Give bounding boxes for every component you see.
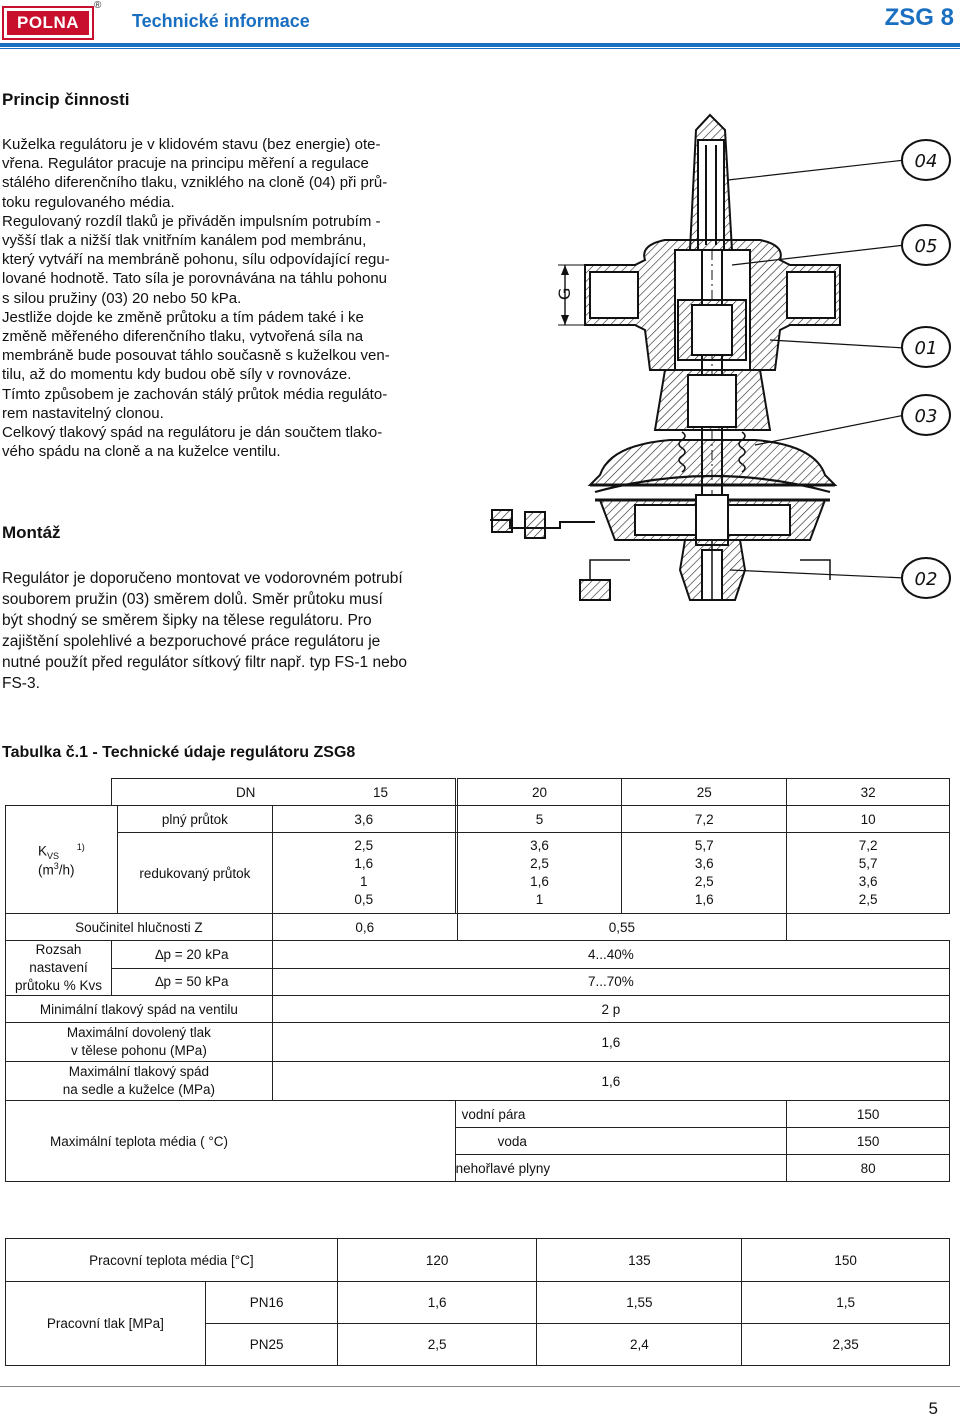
- table-cell: 1,55: [537, 1282, 742, 1324]
- medium-label: voda: [455, 1128, 787, 1155]
- table-cell: 1,5: [742, 1282, 950, 1324]
- work-press-label: Pracovní tlak [MPa]: [6, 1282, 206, 1366]
- text-line: Regulátor je doporučeno montovat ve vodorovném potrubí: [2, 570, 403, 587]
- table-row: [6, 914, 950, 941]
- table-cell: 2,4: [537, 1324, 742, 1366]
- text-line: zajištění spolehlivé a bezporuchové práce regulátoru je: [2, 633, 381, 650]
- table-cell: 7,2: [622, 806, 787, 833]
- max-press-label: Maximální dovolený tlak v tělese pohonu (MPa): [6, 1023, 273, 1062]
- table-row: [6, 1101, 950, 1128]
- table-cell: 120: [337, 1239, 537, 1282]
- reduced-flow-label: redukovaný průtok: [117, 833, 272, 914]
- text-line: nutné použít před regulátor sítkový filtr např. typ FS-1 nebo: [2, 654, 407, 671]
- text-line: vyšší tlak a nižší tlak vnitřním kanálem pod membránu,: [2, 232, 367, 250]
- max-drop-label: Maximální tlakový spád na sedle a kuželce (MPa): [6, 1062, 273, 1101]
- table-cell: 25: [622, 779, 787, 806]
- table-cell: 80: [787, 1155, 950, 1182]
- callout-label-05: 05: [914, 236, 938, 257]
- table1-title: Tabulka č.1 - Technické údaje regulátoru ZSG8: [2, 744, 356, 761]
- text-line: FS-3.: [2, 675, 40, 692]
- pn-label: PN16: [205, 1282, 337, 1324]
- dn-label: DN: [111, 779, 455, 806]
- text-line: lované hodnotě. Tato síla je porovnávána na táhlu pohonu: [2, 270, 388, 288]
- text-line: být shodný se směrem šipky na tělese regulátoru. Pro: [2, 612, 372, 629]
- medium-label: vodní pára: [455, 1101, 787, 1128]
- table-cell: 3,6 2,5 1,6 1: [457, 833, 622, 914]
- technical-data-table: [5, 778, 950, 1182]
- header-title: Technické informace: [132, 11, 310, 31]
- table-cell: 2 p: [272, 996, 949, 1023]
- dp20-label: ∆p = 20 kPa: [111, 941, 272, 969]
- callout-label-01: 01: [914, 338, 938, 359]
- text-line: Kuželka regulátoru je v klidovém stavu (bez energie) ote-: [2, 136, 381, 153]
- table-row: [6, 996, 950, 1023]
- table-cell: 0,6: [272, 914, 457, 941]
- table-cell: 5: [457, 806, 622, 833]
- dp50-label: ∆p = 50 kPa: [111, 968, 272, 996]
- document-code: ZSG 8: [884, 4, 954, 31]
- table-cell: 2,5: [337, 1324, 537, 1366]
- regulator-cross-section-drawing: [470, 100, 958, 660]
- table-cell: 1,6: [272, 1062, 949, 1101]
- min-drop-label: Minimální tlakový spád na ventilu: [6, 996, 273, 1023]
- polna-logo: [2, 6, 94, 40]
- table-row: [6, 1062, 950, 1101]
- principle-text: [2, 135, 442, 461]
- table-cell: 7...70%: [272, 968, 949, 996]
- text-line: tilu, až do momentu kdy budou obě síly v rovnováze.: [2, 366, 352, 384]
- text-line: změně měřeného diferenčního tlaku, vytvořená síla na: [2, 328, 364, 346]
- table-cell: 4...40%: [272, 941, 949, 969]
- text-line: membráně bude posouvat táhlo současně s kuželkou ven-: [2, 347, 390, 365]
- text-line: toku regulovaného média.: [2, 193, 175, 211]
- table-cell: 5,7 3,6 2,5 1,6: [622, 833, 787, 914]
- table-cell: 0,55: [457, 914, 787, 941]
- table-cell: 150: [787, 1101, 950, 1128]
- noise-label: Součinitel hlučnosti Z: [6, 914, 273, 941]
- table-cell: 3,6: [272, 806, 455, 833]
- table-cell: 7,2 5,7 3,6 2,5: [787, 833, 950, 914]
- table-row: [6, 1023, 950, 1062]
- logo-text: POLNA: [7, 11, 89, 35]
- table-row: [6, 833, 950, 914]
- table-cell: 2,5 1,6 1 0,5: [272, 833, 455, 914]
- assembly-text: [2, 568, 442, 694]
- table-row: [6, 779, 950, 806]
- max-temp-label: Maximální teplota média ( °C): [6, 1101, 456, 1182]
- work-temp-label: Pracovní teplota média [°C]: [6, 1239, 338, 1282]
- text-line: vřena. Regulátor pracuje na principu měření a regulace: [2, 155, 369, 173]
- dimension-g-label: G: [555, 287, 574, 300]
- registered-mark: ®: [94, 0, 102, 11]
- callout-label-02: 02: [914, 569, 938, 590]
- assembly-title: Montáž: [2, 523, 61, 542]
- text-line: souborem pružin (03) směrem dolů. Směr průtoku musí: [2, 591, 383, 608]
- text-line: s silou pružiny (03) 20 nebo 50 kPa.: [2, 289, 242, 307]
- table-cell: 150: [787, 1128, 950, 1155]
- delta-symbol: ∆: [155, 974, 164, 990]
- table-row: [6, 1282, 950, 1324]
- table-cell: 150: [742, 1239, 950, 1282]
- table-row: [6, 968, 950, 996]
- medium-label: nehořlavé plyny: [455, 1155, 787, 1182]
- callout-label-03: 03: [914, 406, 938, 427]
- table-row: [6, 941, 950, 969]
- delta-symbol: ∆: [155, 946, 164, 962]
- dn-15: 15: [373, 785, 389, 800]
- page-number: 5: [928, 1399, 938, 1418]
- table-cell: 2,35: [742, 1324, 950, 1366]
- header-rule: [0, 43, 960, 47]
- kvs-label: $K_{VS}$ $^{1)}$ $(m^3/h)$: [6, 806, 118, 914]
- footer-rule: [0, 1386, 960, 1387]
- range-label: Rozsah nastavení průtoku % Kvs: [6, 941, 112, 996]
- table-cell: 32: [787, 779, 950, 806]
- working-conditions-table: [5, 1238, 950, 1366]
- text-line: Jestliže dojde ke změně průtoku a tím pádem také i ke: [2, 308, 364, 326]
- callout-label-04: 04: [914, 151, 938, 172]
- text-line: který vytváří na membráně pohonu, sílu odpovídající regu-: [2, 251, 390, 269]
- pn-label: PN25: [205, 1324, 337, 1366]
- full-flow-label: plný průtok: [117, 806, 272, 833]
- table-cell: 10: [787, 806, 950, 833]
- table-cell: 1,6: [337, 1282, 537, 1324]
- text-line: Celkový tlakový spád na regulátoru je dán součtem tlako-: [2, 424, 383, 442]
- principle-title: Princip činnosti: [2, 90, 130, 109]
- text-line: rem nastavitelný clonou.: [2, 404, 164, 422]
- header-rule-thin: [0, 48, 960, 49]
- text-line: Tímto způsobem je zachován stálý průtok média reguláto-: [2, 385, 388, 403]
- table-row: [6, 806, 950, 833]
- table-cell: 135: [537, 1239, 742, 1282]
- table-cell: 1,6: [272, 1023, 949, 1062]
- table-cell: 20: [457, 779, 622, 806]
- text-line: stálého diferenčního tlaku, vzniklého na cloně (04) při prů-: [2, 174, 388, 192]
- text-line: Regulovaný rozdíl tlaků je přiváděn impulsním potrubím -: [2, 212, 381, 230]
- table-row: [6, 1239, 950, 1282]
- text-line: vého spádu na cloně a na kuželce ventilu.: [2, 443, 281, 461]
